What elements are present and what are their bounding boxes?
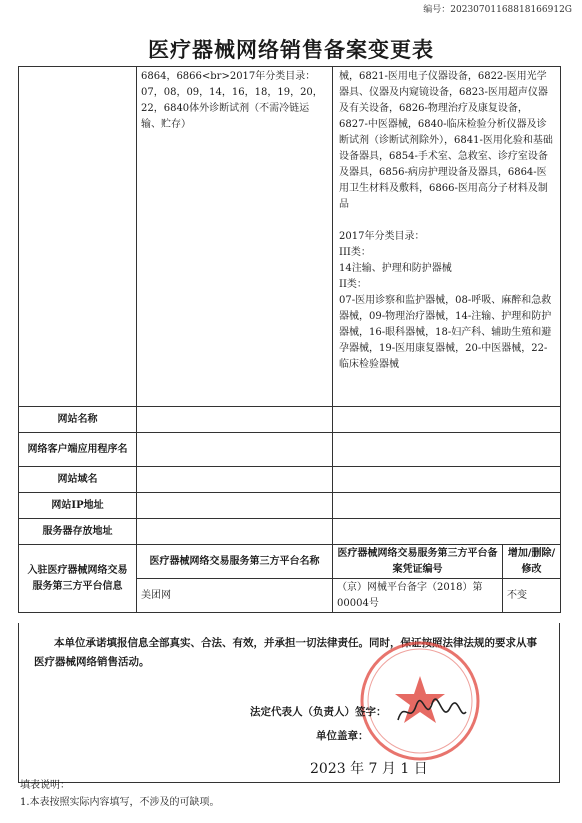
unit-seal-label: 单位盖章： [316, 730, 369, 742]
ip-value-new [333, 493, 561, 519]
filing-date: 2023 年 7 月 1 日 [310, 761, 428, 777]
platform-name-header: 医疗器械网络交易服务第三方平台名称 [137, 545, 333, 579]
domain-value-new [333, 467, 561, 493]
business-scope-row [19, 67, 561, 407]
legal-representative-signature-label: 法定代表人（负责人）签字： [250, 706, 387, 718]
page-title: 医疗器械网络销售备案变更表 [148, 37, 434, 62]
ip-label: 网站IP地址 [19, 493, 137, 519]
server-row [19, 519, 561, 545]
note-item-1: 1.本表按照实际内容填写，不涉及的可缺项。 [20, 797, 220, 808]
app-name-label: 网络客户端应用程序名 [19, 433, 137, 467]
website-name-row [19, 407, 561, 433]
domain-row [19, 467, 561, 493]
pledge-text: 本单位承诺填报信息全部真实、合法、有效，并承担一切法律责任。同时，保证按照法律法规的要求从事医疗器械网络销售活动。 [34, 637, 537, 668]
platform-change-header: 增加/删除/修改 [503, 545, 561, 579]
app-name-row [19, 433, 561, 467]
domain-label: 网站域名 [19, 467, 137, 493]
server-label: 服务器存放地址 [19, 519, 137, 545]
app-name-value [137, 433, 333, 467]
business-scope-old-cell: 6864，6866<br>2017年分类目录：07，08，09，14，16，18，19，20，22，6840体外诊断试剂（不需冷链运输、贮存） [137, 67, 333, 407]
server-value [137, 519, 333, 545]
server-value-new [333, 519, 561, 545]
handwritten-signature [394, 694, 470, 730]
notes-title: 填表说明： [20, 780, 70, 791]
business-scope-new-cell: 械，6821-医用电子仪器设备，6822-医用光学器具、仪器及内窥镜设备，6823-医用超声仪器及有关设备，6826-物理治疗及康复设备，6827-中医器械，6840-临床检验分析仪器及诊断试剂（诊断试剂除外），6841-医用化验和基础设备器具，6854-手术室、急救室、诊疗室设备及器具，6856-病房护理设备及器具，6864-医用卫生材料及敷料，6866-医用高分子材料及制品 2017年分类目录： III类： 14注输、护理和防护器械 II类： 07-医用诊察和监护器械，08-呼吸、麻醉和急救器械，09-物理治疗器械，14-注输、护理和防护器械，16-眼科器械，18-妇产科、辅助生殖和避孕器械，19-医用康复器械，20-中医器械，22-临床检验器械 [333, 67, 561, 407]
domain-value [137, 467, 333, 493]
ip-value [137, 493, 333, 519]
website-name-label: 网站名称 [19, 407, 137, 433]
filing-change-table [18, 66, 561, 613]
platform-header-row [19, 545, 561, 579]
business-scope-label-cell [19, 67, 137, 407]
document-serial-number: 编号：20230701168818166912G [423, 5, 572, 15]
app-name-value-new [333, 433, 561, 467]
platform-cert-header: 医疗器械网络交易服务第三方平台备案凭证编号 [333, 545, 503, 579]
platform-label: 入驻医疗器械网络交易服务第三方平台信息 [19, 545, 137, 613]
platform-change-value: 不变 [503, 579, 561, 613]
platform-name-value: 美团网 [137, 579, 333, 613]
website-name-value-new [333, 407, 561, 433]
website-name-value [137, 407, 333, 433]
platform-cert-value: （京）网械平台备字（2018）第00004号 [333, 579, 503, 613]
ip-row [19, 493, 561, 519]
